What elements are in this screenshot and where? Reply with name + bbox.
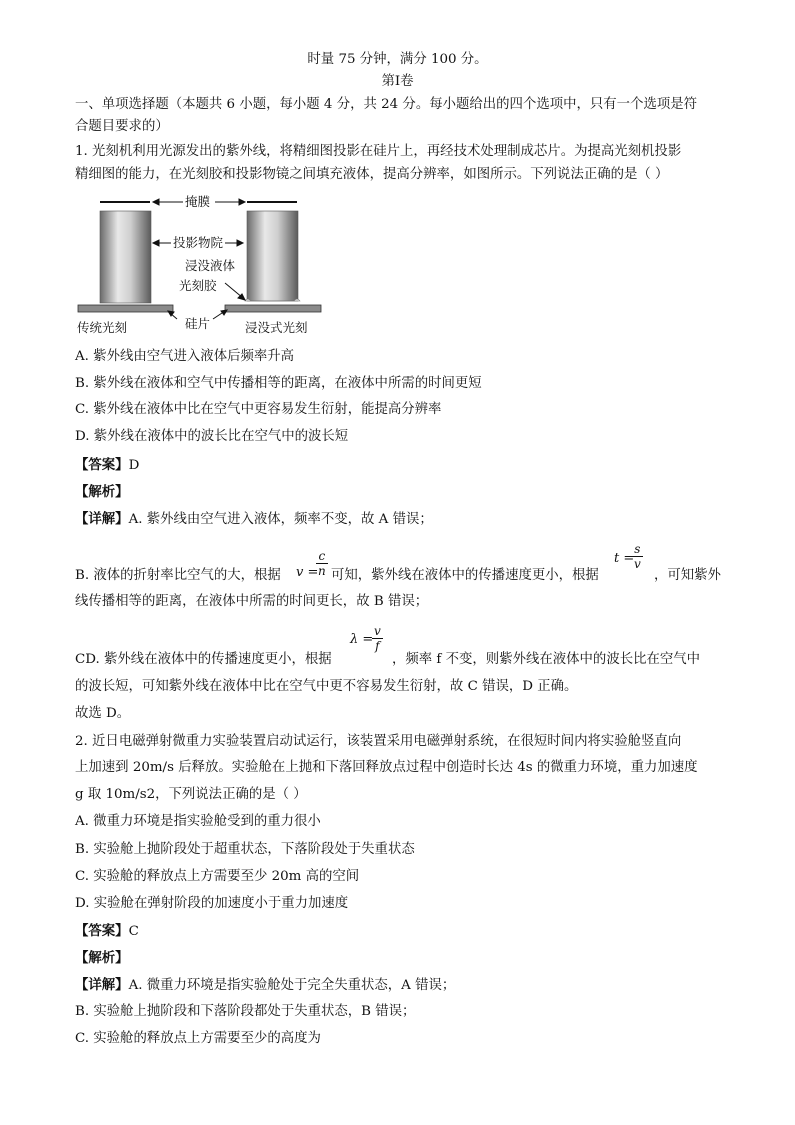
formula-lambda-fraction: $\frac{v}{f}$ xyxy=(374,624,381,653)
q1-detail-b-part2: 可知，紫外线在液体中的传播速度更小，根据 xyxy=(331,568,599,583)
q1-detail-b-part3: ，可知紫外 xyxy=(654,568,721,583)
q1-detail-b-part1: B. 液体的折射率比空气的大，根据 xyxy=(75,568,281,583)
q2-option-d: D. 实验舱在弹射阶段的加速度小于重力加速度 xyxy=(75,896,349,911)
wafer-left xyxy=(78,305,173,312)
figure-label-immersion: 浸没式光刻 xyxy=(245,320,308,335)
formula-t-lhs: t = xyxy=(614,551,635,566)
formula-t-fraction: $\frac{s}{v}$ xyxy=(634,542,641,571)
q1-option-a: A. 紫外线由空气进入液体后频率升高 xyxy=(75,349,295,364)
q2-detail-a: 【详解】A. 微重力环境是指实验舱处于完全失重状态，A 错误； xyxy=(75,977,456,993)
q1-detail-cd-line2: 的波长短，可知紫外线在液体中比在空气中更不容易发生衍射，故 C 错误，D 正确。 xyxy=(75,679,578,694)
q1-detail-b-line2: 线传播相等的距离，在液体中所需的时间更长，故 B 错误； xyxy=(75,594,429,609)
q2-option-a: A. 微重力环境是指实验舱受到的重力很小 xyxy=(75,814,321,829)
q2-answer-line: 【答案】C xyxy=(75,923,139,939)
answer-tag: 【答案】 xyxy=(75,457,129,473)
figure-label-lens: 投影物院 xyxy=(173,235,224,250)
figure-label-traditional: 传统光刻 xyxy=(77,320,128,335)
q1-stem-line1: 1. 光刻机利用光源发出的紫外线，将精细图投影在硅片上，再经技术处理制成芯片。为提高光刻机投影 xyxy=(75,144,682,159)
q1-option-d: D. 紫外线在液体中的波长比在空气中的波长短 xyxy=(75,429,349,444)
q2-stem-line1: 2. 近日电磁弹射微重力实验装置启动试运行，该装置采用电磁弹射系统，在很短时间内将实验舱竖直向 xyxy=(75,734,682,749)
section-heading-line1: 一、单项选择题（本题共 6 小题，每小题 4 分，共 24 分。每小题给出的四个选项中，只有一个选项是符 xyxy=(75,97,698,112)
figure-label-wafer: 硅片 xyxy=(185,316,211,331)
q1-analysis-tag: 【解析】 xyxy=(75,484,129,500)
figure-label-resist: 光刻胶 xyxy=(179,278,217,293)
q1-answer-line xyxy=(75,455,139,476)
section-heading-line2: 合题目要求的） xyxy=(75,119,169,134)
q1-detail-a: 【详解】A. 紫外线由空气进入液体，频率不变，故 A 错误； xyxy=(75,511,433,527)
q2-option-b: B. 实验舱上抛阶段处于超重状态，下落阶段处于失重状态 xyxy=(75,842,415,857)
lens-right xyxy=(247,211,298,301)
q2-stem-line3: g 取 10m/s2，下列说法正确的是（ ） xyxy=(75,787,307,802)
figure-label-mask: 掩膜 xyxy=(185,195,211,209)
q1-stem-line2: 精细图的能力，在光刻胶和投影物镜之间填充液体，提高分辨率，如图所示。下列说法正确的是（ ） xyxy=(75,167,669,182)
q1-option-c: C. 紫外线在液体中比在空气中更容易发生衍射，能提高分辨率 xyxy=(75,402,442,417)
q2-analysis-tag: 【解析】 xyxy=(75,950,129,966)
q1-answer: D xyxy=(128,458,140,473)
figure-label-liquid: 浸没液体 xyxy=(185,258,236,273)
lens-left xyxy=(100,211,151,303)
q1-conclusion: 故选 D。 xyxy=(75,706,131,721)
q1-detail-cd-part1: CD. 紫外线在液体中的传播速度更小，根据 xyxy=(75,652,332,667)
volume-title: 第Ⅰ卷 xyxy=(381,74,414,89)
q2-answer: C xyxy=(128,924,139,939)
formula-v-fraction: $\frac{c}{n}$ xyxy=(318,549,326,578)
q2-stem-line2: 上加速到 20m/s 后释放。实验舱在上抛和下落回释放点过程中创造时长达 4s 的微重力环境，重力加速度 xyxy=(75,760,698,775)
q2-detail-b: B. 实验舱上抛阶段和下落阶段都处于失重状态，B 错误； xyxy=(75,1004,416,1019)
formula-v-lhs: v = xyxy=(296,565,319,580)
q2-option-c: C. 实验舱的释放点上方需要至少 20m 高的空间 xyxy=(75,869,360,884)
time-info: 时量 75 分钟，满分 100 分。 xyxy=(307,52,488,67)
q1-option-b: B. 紫外线在液体和空气中传播相等的距离，在液体中所需的时间更短 xyxy=(75,376,482,391)
q1-detail-cd-part2: ，频率 f 不变，则紫外线在液体中的波长比在空气中 xyxy=(392,652,701,667)
formula-lambda-lhs: λ = xyxy=(350,632,374,647)
wafer-right xyxy=(225,305,321,312)
lithography-figure xyxy=(75,195,335,340)
q2-detail-c: C. 实验舱的释放点上方需要至少的高度为 xyxy=(75,1031,321,1046)
